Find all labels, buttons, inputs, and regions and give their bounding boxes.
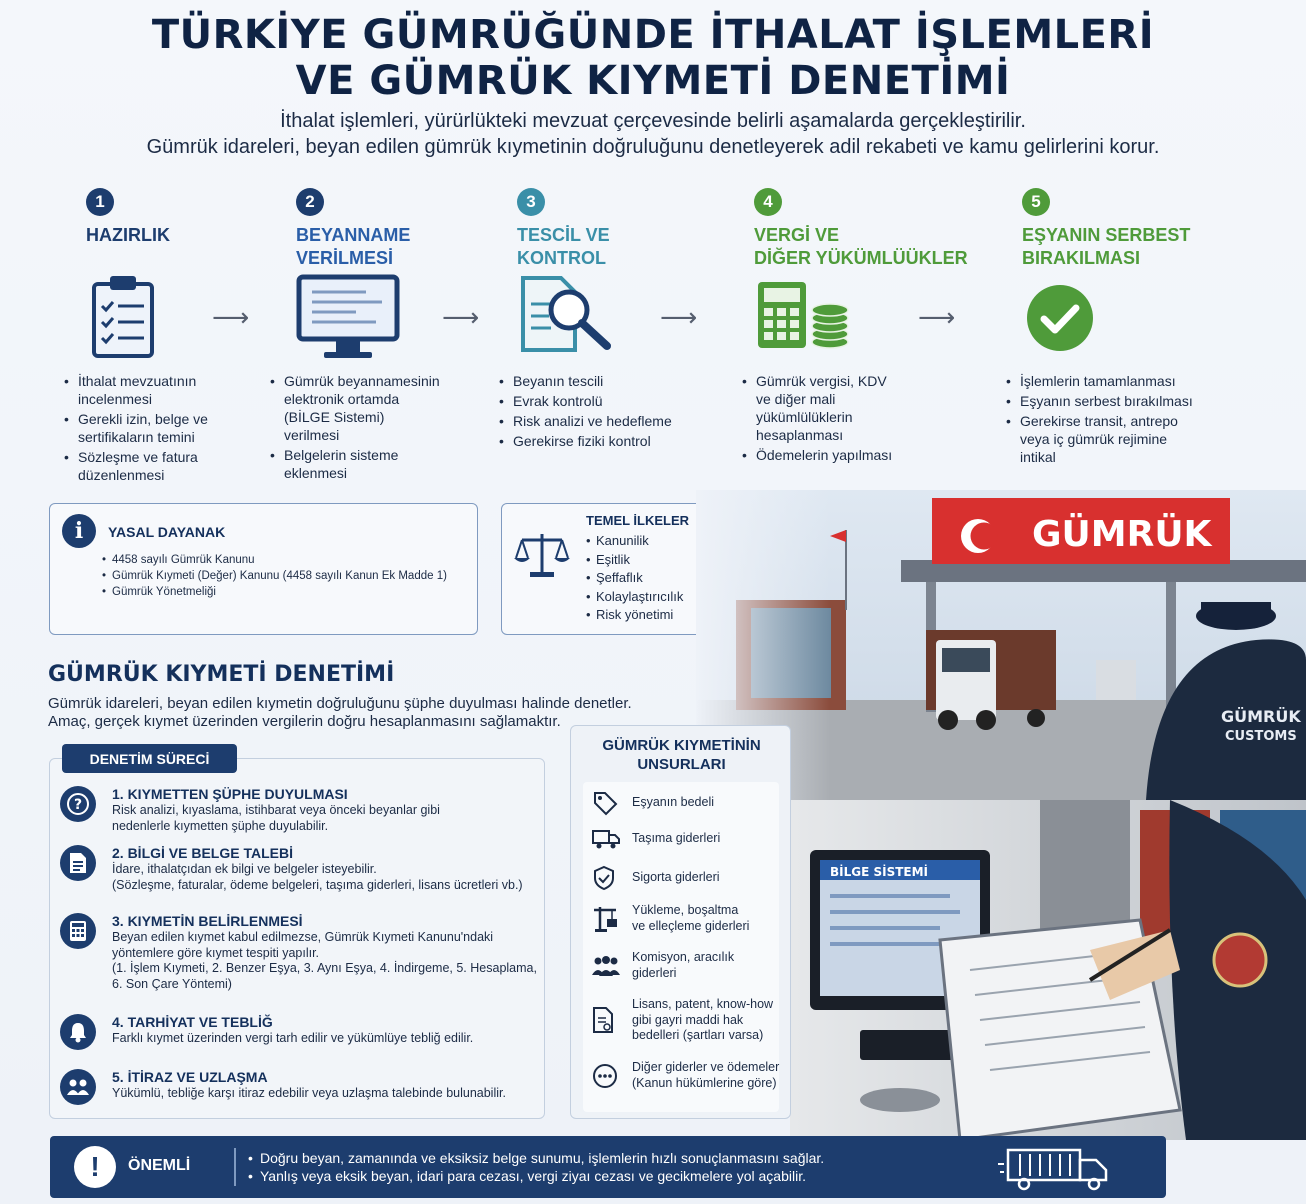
question-icon — [60, 786, 96, 822]
step-1 — [78, 188, 326, 483]
exclamation-icon: ! — [74, 1146, 116, 1188]
subtitle-line-2: Gümrük idareleri, beyan edilen gümrük kıymetinin doğruluğunu denetleyerek adil rekabeti ve kamu gelirlerini korur. — [146, 136, 1160, 158]
clipboard-checklist-icon — [90, 274, 156, 365]
check-circle-icon — [1026, 284, 1094, 357]
title-line-1: TÜRKİYE GÜMRÜĞÜNDE İTHALAT İŞLEMLERİ — [151, 12, 1155, 58]
scales-icon — [514, 530, 570, 585]
info-icon: i — [62, 514, 96, 548]
people-icon — [60, 1069, 96, 1105]
audit-step-1: ? 1. KIYMETTEN ŞÜPHE DUYULMASI Risk analizi, kıyaslama, istihbarat veya önceki beyanlar gibi nedenlerle kıymetten şüphe duyulabilir. — [60, 786, 540, 834]
step-items: • İthalat mevzuatının incelenmesi • Gerekli izin, belge ve sertifikaların temini • Sözleşme ve fatura düzenlenmesi — [64, 372, 214, 486]
computer-monitor-icon — [296, 274, 400, 367]
step-number-badge: 3 — [517, 188, 545, 216]
step-title: BEYANNAME VERİLMESİ — [296, 225, 411, 268]
principles-list: • Kanunilik • Eşitlik • Şeffaflık • Kolaylaştırıcılık • Risk yönetimi — [586, 532, 683, 625]
audit-process-label: DENETİM SÜRECİ — [62, 744, 237, 773]
step-items: • Gümrük beyannamesinin elektronik ortamda (BİLGE Sistemi) verilmesi • Belgelerin sisteme eklenmesi — [270, 372, 440, 484]
bilge-screen-text: BİLGE SİSTEMİ — [830, 865, 929, 879]
value-element-item: Lisans, patent, know-how gibi gayri maddi hak bedelleri (şartları varsa) — [592, 997, 782, 1044]
truck-icon — [592, 828, 622, 850]
step-number-badge: 5 — [1022, 188, 1050, 216]
important-label: ÖNEMLİ — [128, 1157, 191, 1174]
step-title: VERGİ VE DİĞER YÜKÜMLÜÜKLER — [754, 225, 968, 268]
calculator-coins-icon — [756, 280, 852, 357]
customs-patch-line-1: GÜMRÜK — [1221, 707, 1301, 726]
value-element-item: Komisyon, aracılık giderleri — [592, 950, 782, 981]
step-2 — [284, 188, 536, 481]
step-title: TESCİL VE KONTROL — [517, 225, 610, 268]
audit-section-description: Gümrük idareleri, beyan edilen kıymetin doğruluğunu şüphe duyulması halinde denetler. Amaç, gerçek kıymet üzerinden vergilerin doğru hesaplanmasını sağlamaktır. — [48, 695, 632, 730]
value-element-item: Yükleme, boşaltma ve elleçleme giderleri — [592, 903, 782, 934]
arrow-right-icon: ⟶ — [918, 302, 956, 332]
document-icon — [60, 845, 96, 881]
more-dots-icon — [592, 1063, 622, 1089]
document-magnifier-icon — [519, 274, 615, 359]
audit-step-5: 5. İTİRAZ VE UZLAŞMA Yükümlü, tebliğe karşı itiraz edebilir veya uzlaşma talebinde bulunabilir. — [60, 1069, 540, 1102]
step-3 — [513, 188, 757, 449]
page-subtitle — [78, 108, 1228, 160]
arrow-right-icon: ⟶ — [212, 302, 250, 332]
value-element-item: Taşıma giderleri — [592, 828, 782, 850]
price-tag-icon — [592, 790, 622, 816]
bell-icon — [60, 1014, 96, 1050]
calculator-icon — [60, 913, 96, 949]
banner-divider — [234, 1148, 236, 1186]
audit-step-2: 2. BİLGİ VE BELGE TALEBİ İdare, ithalatçıdan ek bilgi ve belgeler isteyebilir. (Sözleşme, faturalar, ödeme belgeleri, taşıma giderleri, lisans ücretleri vb.) — [60, 845, 540, 893]
container-truck-icon — [998, 1144, 1118, 1197]
arrow-right-icon: ⟶ — [660, 302, 698, 332]
step-items: • Gümrük vergisi, KDV ve diğer mali yükümlülüklerin hesaplanması • Ödemelerin yapılması — [742, 372, 902, 466]
principles-title: TEMEL İLKELER — [586, 513, 690, 528]
customs-patch-line-2: CUSTOMS — [1225, 729, 1297, 744]
important-banner — [50, 1136, 1166, 1198]
value-element-item: Diğer giderler ve ödemeler (Kanun hükümlerine göre) — [592, 1060, 782, 1091]
legal-basis-title: YASAL DAYANAK — [108, 524, 226, 540]
officer-clipboard-photo — [790, 800, 1306, 1140]
page-title — [0, 12, 1306, 104]
license-document-icon — [592, 1006, 622, 1034]
step-items: • İşlemlerin tamamlanması • Eşyanın serbest bırakılması • Gerekirse transit, antrepo veya iç gümrük rejimine intikal — [1006, 372, 1196, 468]
step-title: HAZIRLIK — [86, 225, 170, 245]
legal-basis-list: • 4458 sayılı Gümrük Kanunu • Gümrük Kıymeti (Değer) Kanunu (4458 sayılı Kanun Ek Madde 1) • Gümrük Yönetmeliği — [102, 552, 472, 600]
svg-text:?: ? — [73, 797, 83, 813]
step-5 — [1020, 188, 1262, 465]
title-line-2: VE GÜMRÜK KIYMETİ DENETİMİ — [295, 58, 1011, 104]
audit-step-4: 4. TARHİYAT VE TEBLİĞ Farklı kıymet üzerinden vergi tarh edilir ve yükümlüye tebliğ edilir. — [60, 1014, 540, 1047]
step-number-badge: 1 — [86, 188, 114, 216]
step-items: • Beyanın tescili • Evrak kontrolü • Risk analizi ve hedefleme • Gerekirse fiziki kontrol — [499, 372, 699, 452]
subtitle-line-1: İthalat işlemleri, yürürlükteki mevzuat çerçevesinde belirli aşamalarda gerçekleştirilir. — [280, 110, 1026, 132]
step-title: EŞYANIN SERBEST BIRAKILMASI — [1022, 225, 1191, 268]
value-element-item: Eşyanın bedeli — [592, 790, 782, 816]
step-4 — [754, 188, 994, 463]
step-number-badge: 4 — [754, 188, 782, 216]
step-number-badge: 2 — [296, 188, 324, 216]
shield-check-icon — [592, 865, 622, 891]
value-elements-title: GÜMRÜK KIYMETİNİN UNSURLARI — [602, 737, 761, 773]
audit-step-3: 3. KIYMETİN BELİRLENMESİ Beyan edilen kıymet kabul edilmezse, Gümrük Kıymeti Kanunu'ndaki yöntemlere göre kıymet tespiti yapılır. (1. İşlem Kıymeti, 2. Benzer Eşya, 3. Aynı Eşya, 4. İndirgeme, 5. Hesaplama, 6. Son Çare Yöntemi) — [60, 913, 540, 992]
important-list: • Doğru beyan, zamanında ve eksiksiz belge sunumu, işlemlerin hızlı sonuçlanmasını sağlar. • Yanlış veya eksik beyan, idari para cezası, vergi ziyaı cezası ve gecikmelere yol açabilir. — [248, 1149, 824, 1185]
crane-icon — [592, 905, 622, 933]
value-element-item: Sigorta giderleri — [592, 865, 782, 891]
legal-basis-box — [49, 503, 478, 635]
audit-section-title: GÜMRÜK KIYMETİ DENETİMİ — [48, 662, 395, 687]
group-icon — [592, 955, 622, 977]
arrow-right-icon: ⟶ — [442, 302, 480, 332]
